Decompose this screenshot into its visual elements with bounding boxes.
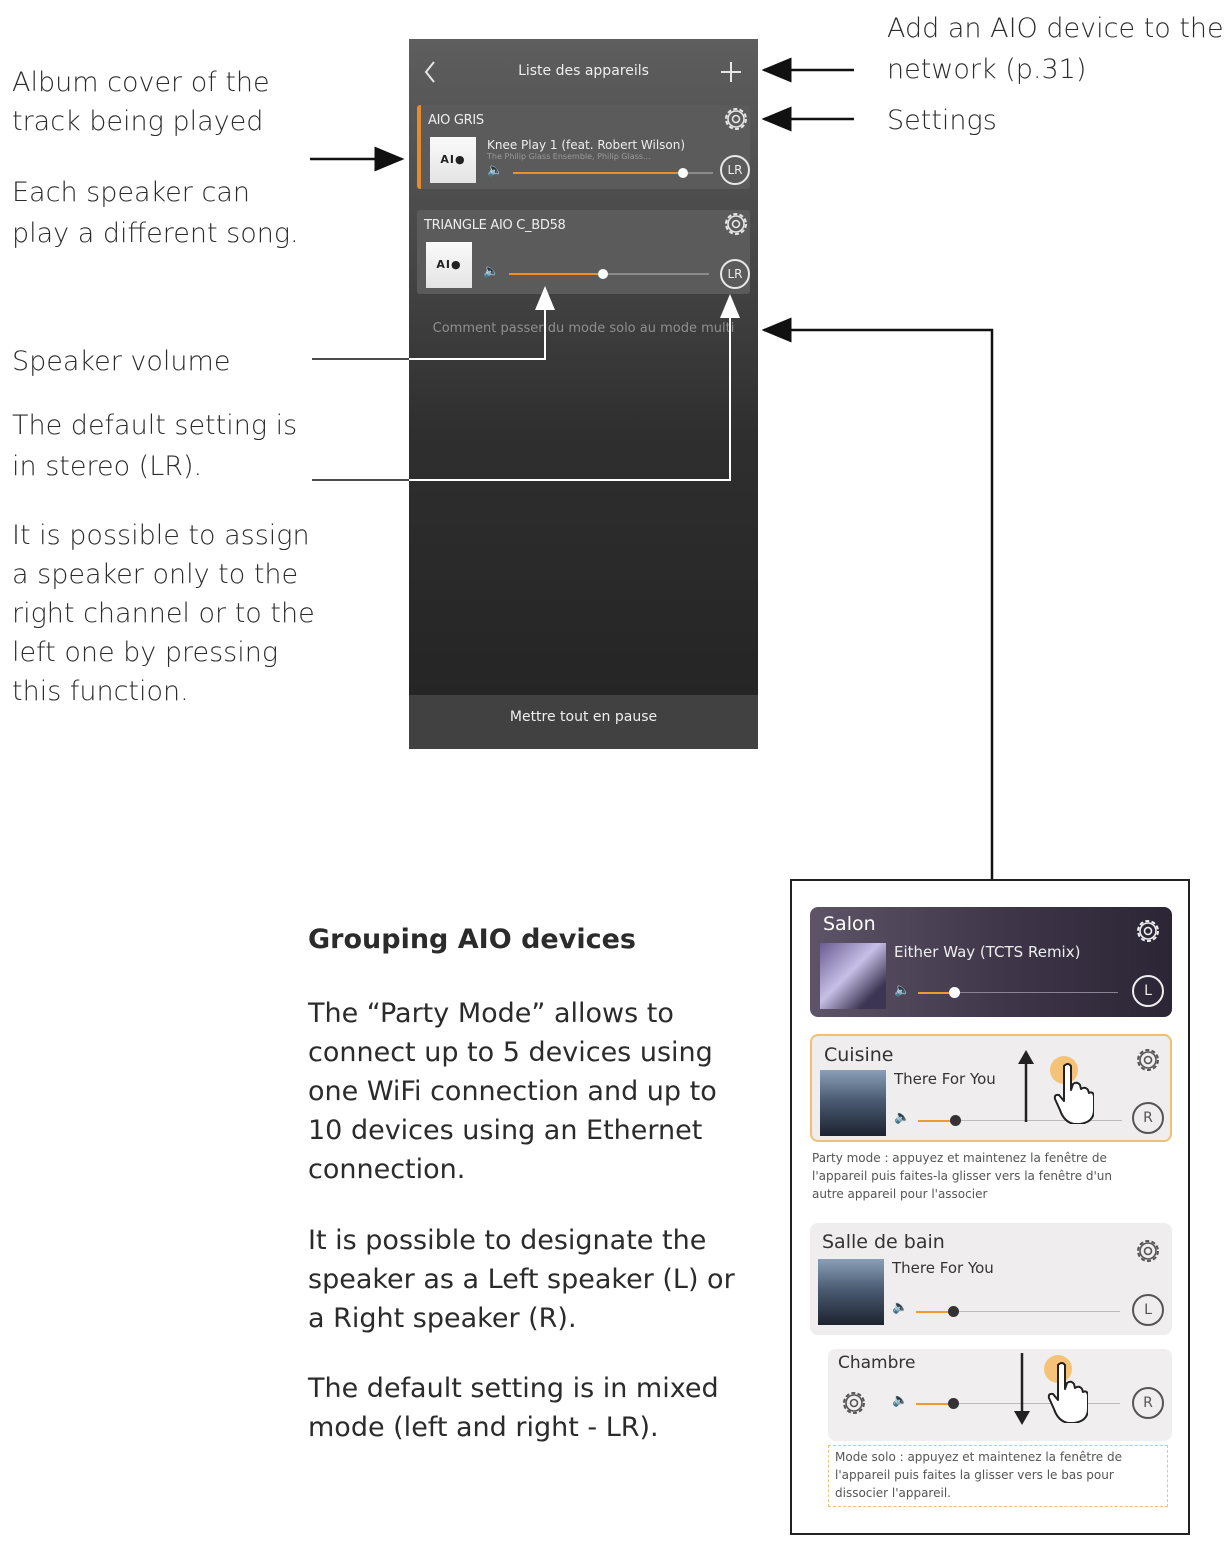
track-title: There For You (892, 1259, 994, 1277)
gear-icon[interactable] (1132, 915, 1164, 947)
room-card-cuisine[interactable] (810, 1034, 1172, 1142)
volume-knob[interactable] (948, 1306, 959, 1317)
track-artist: The Philip Glass Ensemble, Philip Glass... (487, 152, 651, 161)
annotation-default-stereo: The default setting is in stereo (LR). (12, 410, 298, 482)
annotation-each-speaker: Each speaker can play a different song. (12, 177, 299, 249)
speaker-volume-icon: 🔈 (892, 1300, 909, 1315)
speaker-volume-icon: 🔈 (894, 1110, 911, 1125)
speaker-volume-icon: 🔈 (892, 1393, 909, 1408)
channel-button[interactable]: R (1132, 1387, 1164, 1419)
channel-button[interactable]: L (1132, 975, 1164, 1007)
arrow-icon (409, 296, 730, 480)
grouping-paragraph-1: The “Party Mode” allows to connect up to 5 devices using one WiFi connection and up to 10 devices using an Ethernet connection. (308, 998, 717, 1185)
room-card-chambre[interactable] (828, 1349, 1172, 1441)
speaker-volume-icon: 🔈 (487, 163, 504, 178)
speaker-volume-icon: 🔈 (483, 264, 500, 279)
pause-all-button[interactable]: Mettre tout en pause (409, 695, 758, 749)
room-card-salon[interactable] (810, 907, 1172, 1017)
party-mode-screen (790, 879, 1190, 1535)
screen-title: Liste des appareils (518, 63, 649, 79)
device-name: AIO GRIS (428, 113, 484, 128)
channel-button[interactable]: LR (720, 259, 750, 289)
track-title: There For You (894, 1070, 996, 1088)
room-name: Cuisine (824, 1044, 894, 1066)
room-name: Salle de bain (822, 1231, 945, 1253)
speaker-volume-icon: 🔈 (894, 983, 911, 998)
room-name: Salon (823, 913, 876, 935)
room-card-salle-de-bain[interactable] (810, 1223, 1172, 1335)
annotation-assign-channel: It is possible to assign a speaker only to the right channel or to the left one by pressing this function. (12, 520, 315, 707)
hand-pointer-icon (1052, 1062, 1094, 1124)
arrow-icon (409, 288, 545, 359)
arrow-down-icon (1012, 1353, 1032, 1425)
gear-icon[interactable] (1132, 1235, 1164, 1267)
gear-icon[interactable] (838, 1387, 870, 1419)
channel-button[interactable]: L (1132, 1294, 1164, 1326)
gear-icon[interactable] (1132, 1044, 1164, 1076)
album-cover: AI● (430, 137, 476, 183)
mode-hint-link[interactable]: Comment passer du mode solo au mode multi (432, 321, 735, 336)
volume-slider[interactable] (916, 1311, 1120, 1312)
grouping-paragraph-2: It is possible to designate the speaker as a Left speaker (L) or a Right speaker (R). (308, 1225, 735, 1334)
arrow-icon (764, 330, 992, 879)
album-cover: AI● (426, 242, 472, 288)
track-title: Knee Play 1 (feat. Robert Wilson) (487, 138, 686, 152)
grouping-heading: Grouping AIO devices (308, 924, 636, 955)
party-mode-note: Party mode : appuyez et maintenez la fenêtre de l'appareil puis faites-la glisser vers la fenêtre d'un autre appareil pour l'associer (812, 1151, 1113, 1201)
annotation-album-cover: Album cover of the track being played (12, 67, 270, 137)
album-cover (820, 943, 886, 1009)
volume-knob[interactable] (950, 1115, 961, 1126)
volume-slider[interactable] (918, 992, 1118, 993)
device-name: TRIANGLE AIO C_BD58 (424, 218, 566, 233)
channel-button[interactable]: LR (720, 155, 750, 185)
volume-knob[interactable] (948, 1398, 959, 1409)
volume-knob[interactable] (949, 987, 960, 998)
album-cover (818, 1259, 884, 1325)
solo-mode-note: Mode solo : appuyez et maintenez la fenêtre de l'appareil puis faites la glisser vers le bas pour dissocier l'appareil. (828, 1445, 1168, 1507)
channel-button[interactable]: R (1132, 1102, 1164, 1134)
track-title: Either Way (TCTS Remix) (894, 943, 1081, 961)
arrow-up-icon (1016, 1050, 1036, 1124)
annotation-settings: Settings (887, 105, 997, 136)
annotation-speaker-volume: Speaker volume (12, 346, 231, 377)
annotation-add-device: Add an AIO device to the network (p.31) (887, 13, 1224, 85)
album-cover (820, 1070, 886, 1136)
grouping-paragraph-3: The default setting is in mixed mode (left and right - LR). (308, 1373, 719, 1443)
hand-pointer-icon (1046, 1361, 1088, 1423)
room-name: Chambre (838, 1353, 916, 1373)
